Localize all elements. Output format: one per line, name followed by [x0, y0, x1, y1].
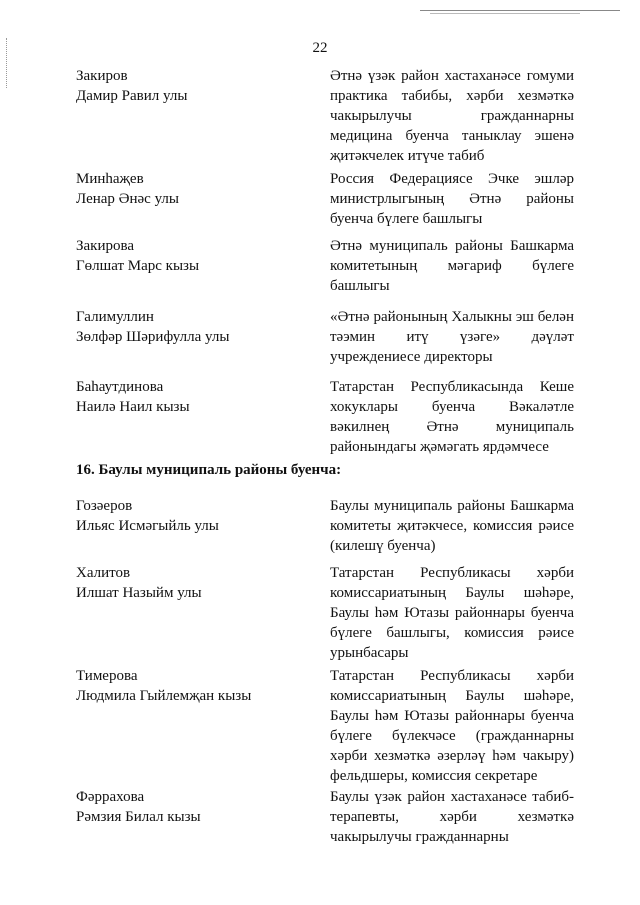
person [76, 236, 306, 276]
person-surname: Минһаҗев [76, 171, 144, 187]
page-number: 22 [312, 40, 328, 56]
person-role: Баулы муниципаль районы Башкарма комитеты җитәкчесе, комиссия рәисе (килешү буенча) [330, 498, 574, 554]
person [76, 666, 306, 706]
person [76, 307, 306, 347]
person [76, 169, 306, 209]
person-name: Гөлшат Марс кызы [76, 258, 200, 274]
person-role: Татарстан Республикасы хәрби комиссариатының Баулы шәһәре, Баулы һәм Ютазы районнары буенча бүлеге башлыгы, комиссия рәисе урынбасары [330, 565, 574, 661]
person-name: Илшат Назыйм улы [76, 585, 202, 601]
person-role: Россия Федерациясе Эчке эшләр министрлыгының Әтнә районы буенча бүлеге башлыгы [330, 171, 574, 227]
person-name: Ильяс Исмәгыйль улы [76, 518, 219, 534]
person-name: Ленар Әнәс улы [76, 191, 179, 207]
person-surname: Гозәеров [76, 498, 133, 514]
top-rule [420, 10, 620, 11]
person-name: Рәмзия Билал кызы [76, 809, 201, 825]
person-surname: Баһаутдинова [76, 379, 164, 395]
person [76, 66, 306, 106]
person-role: Татарстан Республикасында Кеше хокуклары буенча Вәкаләтле вәкилнең Әтнә муниципаль районындагы җәмәгать ярдәмчесе [330, 379, 574, 455]
person-surname: Закиров [76, 68, 128, 84]
person [76, 377, 306, 417]
person [76, 787, 306, 827]
person-role: Әтнә үзәк район хастаханәсе гомуми практика табибы, хәрби хезмәткә чакырылучы гражданнарны медицина буенча таныклау эшенә җитәкчелек итүче табиб [330, 68, 574, 164]
person-surname: Галимуллин [76, 309, 154, 325]
person-name: Наилә Наил кызы [76, 399, 190, 415]
person-surname: Тимерова [76, 668, 138, 684]
person-role: «Әтнә районының Халыкны эш белән тәэмин итү үзәге» дәүләт учреждениесе директоры [330, 309, 574, 365]
person-surname: Закирова [76, 238, 135, 254]
person-surname: Халитов [76, 565, 131, 581]
top-rule-secondary [430, 13, 580, 14]
person-role: Татарстан Республикасы хәрби комиссариатының Баулы шәһәре, Баулы һәм Ютазы районнары буенча бүлеге бүлекчәсе (гражданнарны хәрби хезмәткә әзерләү һәм чакыру) фельдшеры, комиссия секретаре [330, 668, 574, 784]
person [76, 563, 306, 603]
person-name: Зөлфәр Шәрифулла улы [76, 329, 230, 345]
person-name: Людмила Гыйлемҗан кызы [76, 688, 252, 704]
person [76, 496, 306, 536]
person-name: Дамир Равил улы [76, 88, 188, 104]
person-role: Әтнә муниципаль районы Башкарма комитетының мәгариф бүлеге башлыгы [330, 238, 574, 294]
section-heading: 16. Баулы муниципаль районы буенча: [76, 462, 342, 478]
person-surname: Фәррахова [76, 789, 145, 805]
person-role: Баулы үзәк район хастаханәсе табиб-терапевты, хәрби хезмәткә чакырылучы гражданнарны [330, 789, 574, 845]
